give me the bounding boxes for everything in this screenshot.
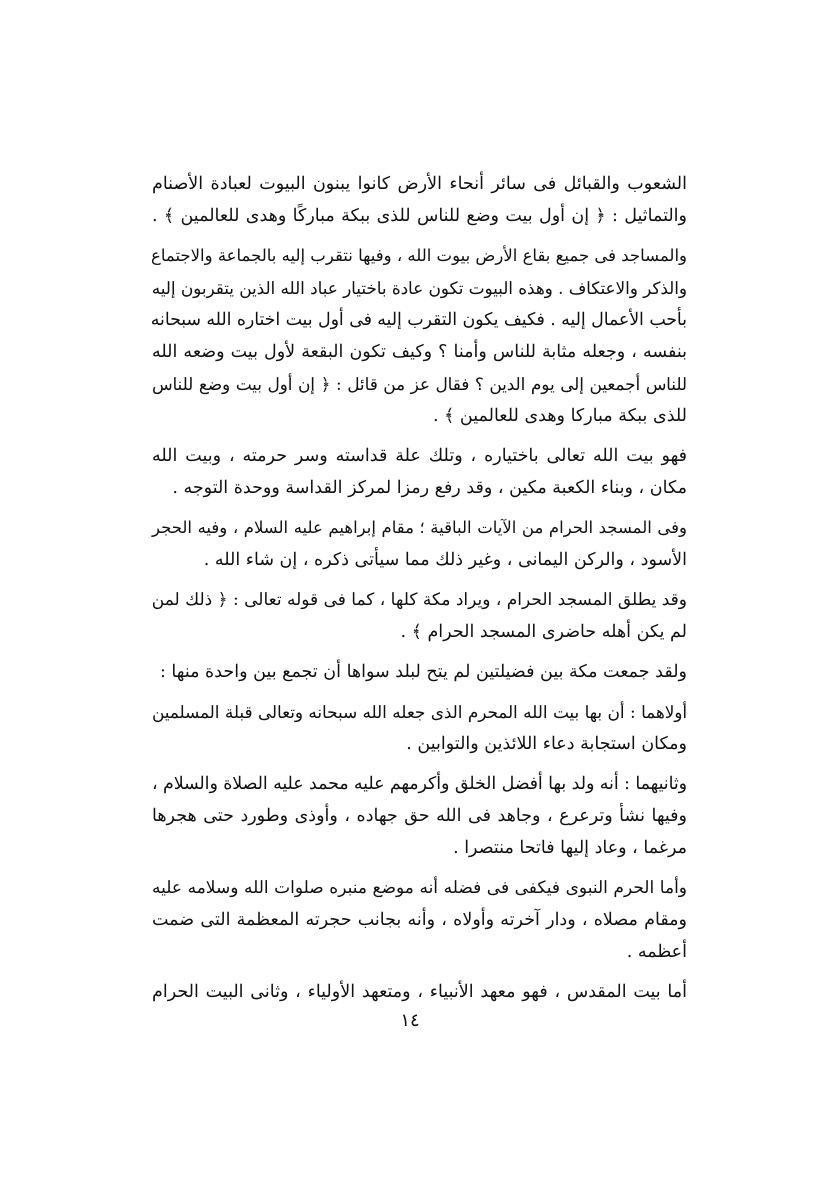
text-line: مرغما ، وعاد إليها فاتحا منتصرا . bbox=[453, 838, 687, 858]
text-line: الأسود ، والركن اليمانى ، وغير ذلك مما سيأتى ذكره ، إن شاء الله . bbox=[203, 550, 687, 570]
text-line: ومكان استجابة دعاء اللائذين والتوابين . bbox=[406, 734, 687, 754]
paragraph-gap bbox=[152, 576, 687, 584]
paragraph-gap bbox=[152, 864, 687, 872]
text-line: للذى ببكة مباركا وهدى للعالمين ﴾ . bbox=[432, 406, 687, 426]
text-line: بنفسه ، وجعله مثابة للناس وأمنا ؟ وكيف تكون البقعة لأول بيت وضعه الله bbox=[152, 342, 687, 362]
text-line: أولاهما : أن بها بيت الله المحرم الذى جعله الله سبحانه وتعالى قبلة المسلمين bbox=[152, 702, 687, 722]
text-line: مكان ، وبناء الكعبة مكين ، وقد رفع رمزا لمركز القداسة ووحدة التوجه . bbox=[172, 478, 687, 498]
paragraph-gap bbox=[152, 648, 687, 656]
text-line: أما بيت المقدس ، فهو معهد الأنبياء ، ومتعهد الأولياء ، وثانى البيت الحرام bbox=[152, 982, 687, 1002]
text-line: ولقد جمعت مكة بين فضيلتين لم يتح لبلد سواها أن تجمع بين واحدة منها : bbox=[159, 662, 687, 682]
page-number: ١٤ bbox=[400, 1010, 420, 1031]
text-line: والذكر والاعتكاف . وهذه البيوت تكون عادة باختيار عباد الله الذين يتقربون إليه bbox=[151, 278, 687, 298]
text-line: بأحب الأعمال إليه . فكيف يكون التقرب إليه فى أول بيت اختاره الله سبحانه bbox=[150, 310, 687, 330]
paragraph-gap bbox=[152, 760, 687, 768]
text-line: الشعوب والقبائل فى سائر أنحاء الأرض كانوا يبنون البيوت لعبادة الأصنام bbox=[152, 174, 687, 194]
text-line: للناس أجمعين إلى يوم الدين ؟ فقال عز من قائل : ﴿ إن أول بيت وضع للناس bbox=[152, 374, 687, 394]
text-line: وأما الحرم النبوى فيكفى فى فضله أنه موضع منبره صلوات الله وسلامه عليه bbox=[152, 878, 687, 898]
text-line: وقد يطلق المسجد الحرام ، ويراد مكة كلها ، كما فى قوله تعالى : ﴿ ذلك لمن bbox=[151, 590, 687, 610]
paragraph-gap bbox=[152, 432, 687, 440]
text-line: وثانيهما : أنه ولد بها أفضل الخلق وأكرمهم عليه محمد عليه الصلاة والسلام ، bbox=[152, 774, 687, 794]
paragraph-gap bbox=[152, 232, 687, 240]
text-line: أعظمه . bbox=[626, 942, 687, 962]
text-line: والمساجد فى جميع بقاع الأرض بيوت الله ، وفيها نتقرب إليه بالجماعة والاجتماع bbox=[151, 246, 687, 265]
text-line: وفى المسجد الحرام من الآيات الباقية ؛ مقام إبراهيم عليه السلام ، وفيه الحجر bbox=[152, 518, 687, 537]
text-line: ومقام مصلاه ، ودار آخرته وأولاه ، وأنه بجانب حجرته المعظمة التى ضمت bbox=[152, 910, 687, 930]
text-line: والتماثيل : ﴿ إن أول بيت وضع للناس للذى ببكة مباركًا وهدى للعالمين ﴾ . bbox=[152, 206, 687, 226]
paragraph-gap bbox=[152, 504, 687, 512]
body-text bbox=[152, 168, 687, 1008]
paragraph-gap bbox=[152, 688, 687, 696]
text-line: وفيها نشأ وترعرع ، وجاهد فى الله حق جهاده ، وأوذى وطورد حتى هجرها bbox=[152, 806, 687, 826]
paragraph-gap bbox=[152, 968, 687, 976]
text-line: فهو بيت الله تعالى باختياره ، وتلك علة قداسته وسر حرمته ، وبيت الله bbox=[152, 446, 687, 466]
text-line: لم يكن أهله حاضرى المسجد الحرام ﴾ . bbox=[400, 622, 687, 642]
